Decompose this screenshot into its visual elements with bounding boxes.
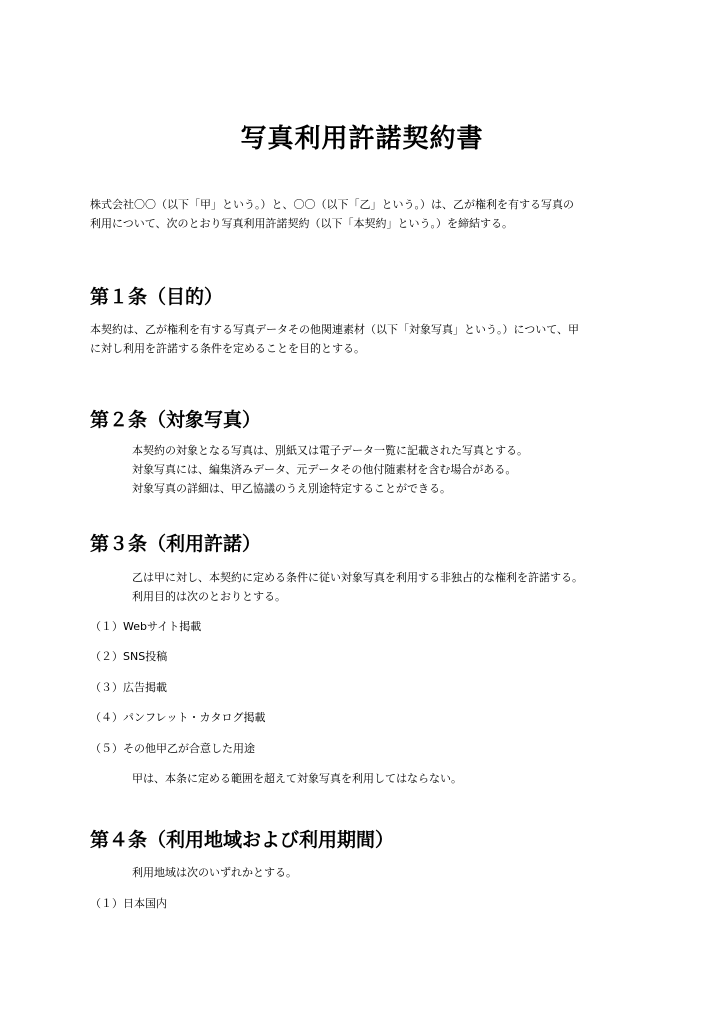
- article-3-closing: 甲は、本条に定める範囲を超えて対象写真を利用してはならない。: [132, 772, 462, 785]
- list-item: （２）SNS投稿: [90, 650, 168, 663]
- article-1-heading: 第１条（目的）: [90, 286, 224, 308]
- article-3-line-1: 乙は甲に対し、本契約に定める条件に従い対象写真を利用する非独占的な権利を許諾する。: [132, 571, 583, 584]
- article-2-line-2: 対象写真には、編集済みデータ、元データその他付随素材を含む場合がある。: [132, 463, 517, 476]
- intro-paragraph: [90, 195, 650, 233]
- document-title: 写真利用許諾契約書: [240, 124, 484, 154]
- list-item: （５）その他甲乙が合意した用途: [90, 742, 255, 755]
- list-item: （１）日本国内: [90, 897, 167, 910]
- article-2-heading: 第２条（対象写真）: [90, 409, 262, 431]
- article-3-line-2: 利用目的は次のとおりとする。: [132, 590, 286, 603]
- article-2-line-3: 対象写真の詳細は、甲乙協議のうえ別途特定することができる。: [132, 482, 451, 495]
- list-item: （４）パンフレット・カタログ掲載: [90, 711, 266, 724]
- article-4-body: 利用地域は次のいずれかとする。: [132, 866, 297, 879]
- list-item: （１）Webサイト掲載: [90, 620, 202, 633]
- article-1-body: [90, 320, 650, 358]
- list-item: （３）広告掲載: [90, 681, 167, 694]
- intro-line-1: 株式会社〇〇（以下「甲」という。）と、〇〇（以下「乙」という。）は、乙が権利を有する写真の: [90, 198, 574, 211]
- article-1-line-2: に対し利用を許諾する条件を定めることを目的とする。: [90, 342, 365, 355]
- article-3-body: [132, 568, 652, 606]
- article-4-heading: 第４条（利用地域および利用期間）: [90, 829, 395, 851]
- article-2-body: [132, 441, 652, 498]
- intro-line-2: 利用について、次のとおり写真利用許諾契約（以下「本契約」という。）を締結する。: [90, 217, 514, 230]
- article-3-heading: 第３条（利用許諾）: [90, 533, 262, 555]
- article-1-line-1: 本契約は、乙が権利を有する写真データその他関連素材（以下「対象写真」という。）について、甲: [90, 323, 580, 336]
- article-2-line-1: 本契約の対象となる写真は、別紙又は電子データ一覧に記載された写真とする。: [132, 444, 528, 457]
